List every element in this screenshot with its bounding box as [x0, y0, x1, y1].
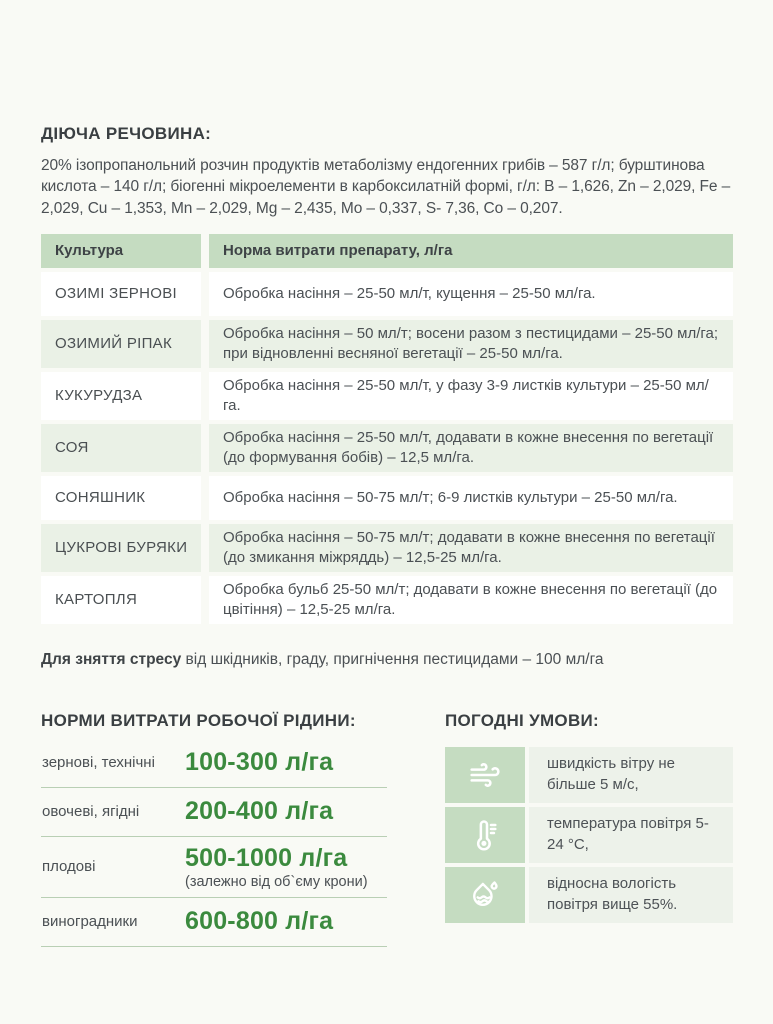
wind-icon [445, 747, 525, 803]
table-row-crop: ОЗИМІ ЗЕРНОВІ [41, 272, 201, 316]
humidity-icon [445, 867, 525, 923]
fluid-rate-label: виноградники [42, 913, 138, 930]
bottom-section [41, 711, 733, 947]
weather-tile-text: температура повітря 5-24 °С, [529, 807, 733, 863]
weather-tile-text: швидкість вітру не більше 5 м/с, [529, 747, 733, 803]
fluid-rate-value-wrap [185, 748, 333, 777]
table-row-rate: Обробка насіння – 25-50 мл/т, у фазу 3-9 листків культури – 25-50 мл/га. [209, 372, 733, 420]
stress-note-bold: Для зняття стресу [41, 650, 182, 668]
fluid-rate-value: 500-1000 л/га [185, 843, 348, 872]
fluid-rate-label: плодові [42, 858, 96, 875]
fluid-rate-value: 600-800 л/га [185, 907, 334, 935]
fluid-rate-label: овочеві, ягідні [42, 803, 140, 820]
fluid-rate-label: зернові, технічні [42, 754, 155, 771]
thermometer-icon [445, 807, 525, 863]
active-ingredient-description: 20% ізопропанольний розчин продуктів метаболізму ендогенних грибів – 587 г/л; бурштинова кислота – 140 г/л; біогенні мікроелементи в карбоксилатній формі, г/л: B – 1,626, Zn – 2,029, Fe – 2,029, Cu – 1,353, Mn – 2,029, Mg – 2,435, Mo – 0,337, S- 7,36, Co – 0,207. [41, 157, 731, 217]
table-row-crop: КАРТОПЛЯ [41, 576, 201, 624]
fluid-rate-value-wrap [185, 797, 333, 826]
fluid-rate-value-wrap [185, 844, 368, 890]
weather-tile [445, 867, 733, 923]
table-row-crop: СОНЯШНИК [41, 476, 201, 520]
table-row-rate: Обробка насіння – 50 мл/т; восени разом з пестицидами – 25-50 мл/га; при відновленні весняної вегетації – 25-50 мл/га. [209, 320, 733, 368]
table-row-crop: СОЯ [41, 424, 201, 472]
stress-note-rest: від шкідників, граду, пригнічення пестицидами – 100 мл/га [181, 650, 604, 668]
fluid-rates-section [41, 711, 387, 947]
fluid-rate-value-wrap [185, 907, 333, 936]
table-header-rate: Норма витрати препарату, л/га [209, 234, 733, 268]
table-row-rate: Обробка насіння – 50-75 мл/т; додавати в кожне внесення по вегетації (до змикання міжряддь) – 12,5-25 мл/га. [209, 524, 733, 572]
weather-title: ПОГОДНІ УМОВИ: [445, 710, 600, 730]
fluid-rate-value: 200-400 л/га [185, 797, 334, 825]
table-row-rate: Обробка насіння – 25-50 мл/т, додавати в кожне внесення по вегетації (до формування бобів) – 12,5 мл/га. [209, 424, 733, 472]
table-row-crop: ЦУКРОВІ БУРЯКИ [41, 524, 201, 572]
weather-section [445, 711, 733, 947]
fluid-rates-list [41, 739, 387, 947]
weather-tile [445, 807, 733, 863]
weather-tile [445, 747, 733, 803]
table-row-rate: Обробка бульб 25-50 мл/т; додавати в кожне внесення по вегетації (до цвітіння) – 12,5-25 мл/га. [209, 576, 733, 624]
active-ingredient-title: ДІЮЧА РЕЧОВИНА: [41, 124, 212, 143]
stress-note [41, 651, 733, 669]
table-header-crop: Культура [41, 234, 201, 268]
table-row-crop: ОЗИМИЙ РІПАК [41, 320, 201, 368]
fluid-rate-row [41, 739, 387, 788]
table-row-rate: Обробка насіння – 25-50 мл/т, кущення – 25-50 мл/га. [209, 272, 733, 316]
table-row-crop: КУКУРУДЗА [41, 372, 201, 420]
weather-tile-text: відносна вологість повітря вище 55%. [529, 867, 733, 923]
fluid-rate-row [41, 898, 387, 947]
fluid-rate-value: 100-300 л/га [185, 748, 334, 776]
fluid-rate-row [41, 788, 387, 837]
fluid-rates-title: НОРМИ ВИТРАТИ РОБОЧОЇ РІДИНИ: [41, 710, 356, 730]
weather-tiles [445, 747, 733, 923]
table-row-rate: Обробка насіння – 50-75 мл/т; 6-9 листків культури – 25-50 мл/га. [209, 476, 733, 520]
fluid-rate-note: (залежно від об`єму крони) [185, 873, 368, 890]
fluid-rate-row [41, 837, 387, 898]
rates-table [41, 234, 733, 623]
